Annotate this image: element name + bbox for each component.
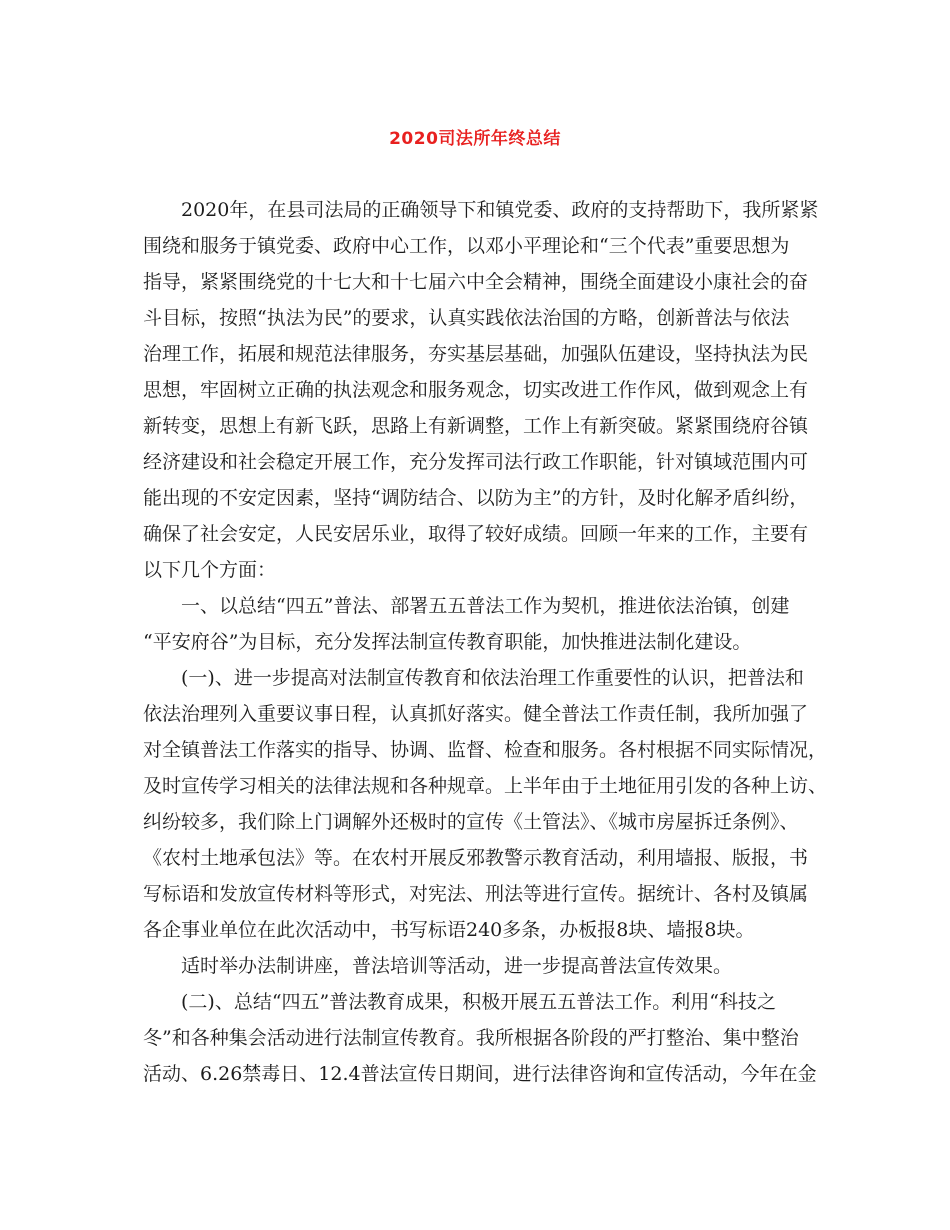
body-line-4: 斗目标，按照“执法为民”的要求，认真实践依法治国的方略，创新普法与依法 [143, 307, 790, 329]
body-line-9: 能出现的不安定因素，坚持“调防结合、以防为主”的方针，及时化解矛盾纠纷， [143, 487, 809, 509]
body-line-2: 围绕和服务于镇党委、政府中心工作，以邓小平理论和“三个代表”重要思想为 [143, 235, 790, 257]
body-line-17: 及时宣传学习相关的法律法规和各种规章。上半年由于土地征用引发的各种上访、 [143, 775, 828, 797]
body-line-3: 指导，紧紧围绕党的十七大和十七届六中全会精神，围绕全面建设小康社会的奋 [143, 271, 809, 293]
body-line-15: 依法治理列入重要议事日程，认真抓好落实。健全普法工作责任制，我所加强了 [143, 703, 809, 725]
body-line-8: 经济建设和社会稳定开展工作，充分发挥司法行政工作职能，针对镇域范围内可 [143, 451, 809, 473]
body-line-5: 治理工作，拓展和规范法律服务，夯实基层基础，加强队伍建设，坚持执法为民 [143, 343, 809, 365]
body-line-24: 冬”和各种集会活动进行法制宣传教育。我所根据各阶段的严打整治、集中整治 [143, 1027, 799, 1049]
body-line-12: 一、以总结“四五”普法、部署五五普法工作为契机，推进依法治镇，创建 [181, 595, 790, 617]
body-line-7: 新转变，思想上有新飞跃，思路上有新调整，工作上有新突破。紧紧围绕府谷镇 [143, 415, 809, 437]
body-line-20: 写标语和发放宣传材料等形式，对宪法、刑法等进行宣传。据统计、各村及镇属 [143, 883, 809, 905]
body-line-10: 确保了社会安定，人民安居乐业，取得了较好成绩。回顾一年来的工作，主要有 [143, 523, 809, 545]
body-line-18: 纠纷较多，我们除上门调解外还极时的宣传《土管法》、《城市房屋拆迁条例》、 [143, 811, 799, 833]
body-line-16: 对全镇普法工作落实的指导、协调、监督、检查和服务。各村根据不同实际情况， [143, 739, 828, 761]
body-line-11: 以下几个方面： [143, 559, 277, 581]
body-line-23: (二)、总结“四五”普法教育成果，积极开展五五普法工作。利用“科技之 [181, 991, 776, 1013]
body-line-25: 活动、6.26禁毒日、12.4普法宣传日期间，进行法律咨询和宣传活动，今年在金 [143, 1063, 817, 1085]
body-line-22: 适时举办法制讲座，普法培训等活动，进一步提高普法宣传效果。 [181, 955, 733, 977]
body-line-19: 《农村土地承包法》等。在农村开展反邪教警示教育活动，利用墙报、版报，书 [143, 847, 809, 869]
body-line-14: (一)、进一步提高对法制宣传教育和依法治理工作重要性的认识，把普法和 [181, 667, 804, 689]
body-line-21: 各企事业单位在此次活动中，书写标语240多条，办板报8块、墙报8块。 [143, 919, 755, 941]
body-line-6: 思想，牢固树立正确的执法观念和服务观念，切实改进工作作风，做到观念上有 [143, 379, 809, 401]
page-title: 2020司法所年终总结 [389, 129, 561, 149]
body-line-1: 2020年，在县司法局的正确领导下和镇党委、政府的支持帮助下，我所紧紧 [181, 199, 819, 221]
body-line-13: “平安府谷”为目标，充分发挥法制宣传教育职能，加快推进法制化建设。 [143, 631, 752, 653]
